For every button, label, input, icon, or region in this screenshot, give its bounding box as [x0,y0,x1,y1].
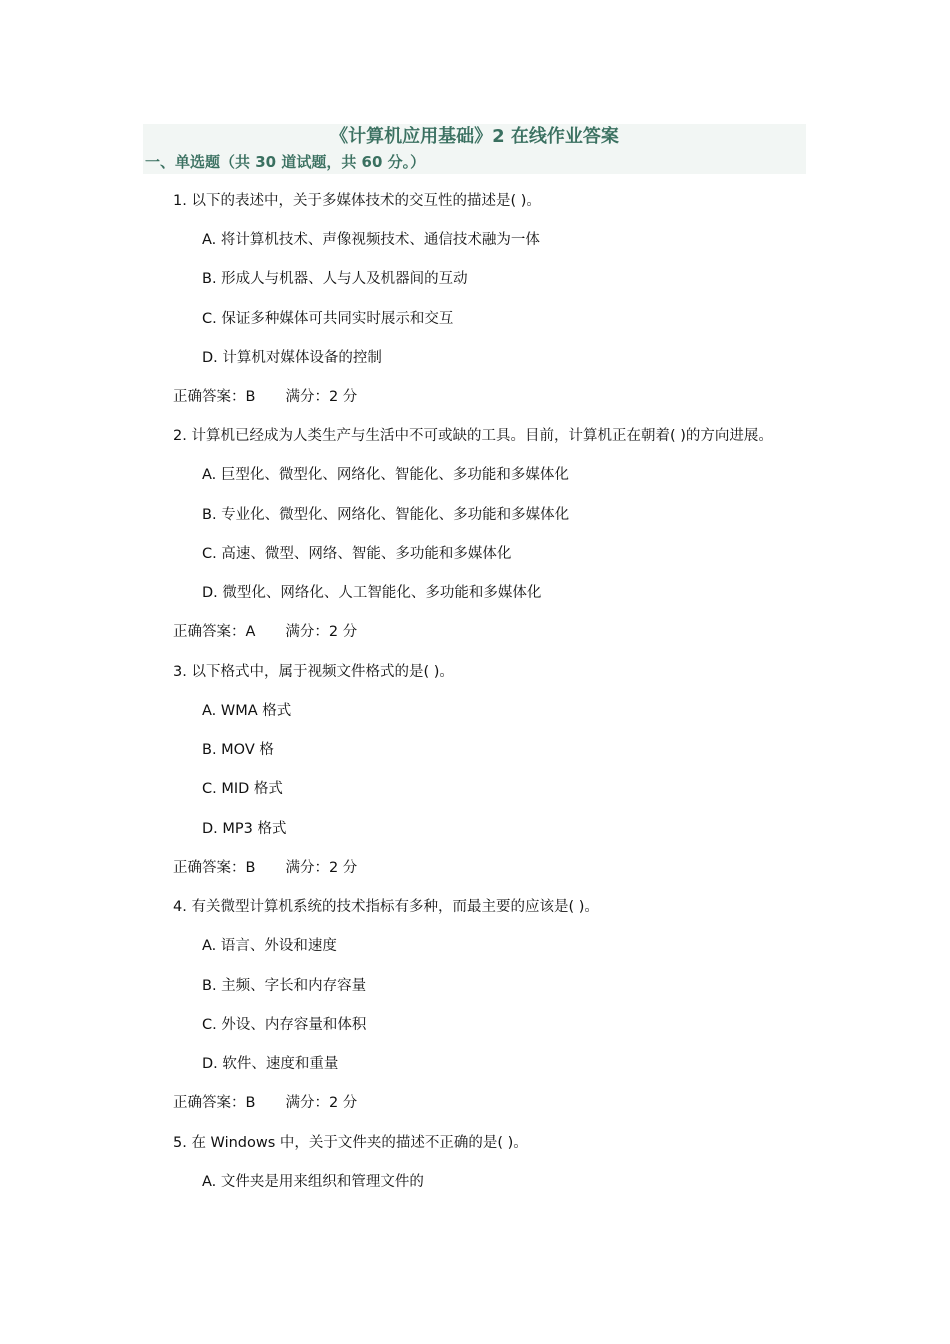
question-4-answer-line [173,1093,357,1113]
question-4-option-d: D. 软件、速度和重量 [202,1056,339,1072]
question-5-option-a: A. 文件夹是用来组织和管理文件的 [202,1174,424,1190]
question-4-option-c: C. 外设、内存容量和体积 [202,1017,367,1033]
question-3-option-d: D. MP3 格式 [202,821,287,837]
question-3-text: 3. 以下格式中，属于视频文件格式的是( )。 [173,664,454,680]
question-1-option-b: B. 形成人与机器、人与人及机器间的互动 [202,271,468,287]
document-title: 《计算机应用基础》2 在线作业答案 [330,126,619,147]
question-2-option-b: B. 专业化、微型化、网络化、智能化、多功能和多媒体化 [202,507,570,523]
question-4-text: 4. 有关微型计算机系统的技术指标有多种，而最主要的应该是( )。 [173,899,599,915]
question-2-option-c: C. 高速、微型、网络、智能、多功能和多媒体化 [202,546,512,562]
correct-answer: 正确答案：B [173,389,256,405]
question-3-option-b: B. MOV 格 [202,742,274,758]
question-2-option-d: D. 微型化、网络化、人工智能化、多功能和多媒体化 [202,585,542,601]
question-1-option-d: D. 计算机对媒体设备的控制 [202,350,382,366]
full-score: 满分：2 分 [285,624,358,640]
section-title: 一、单选题（共 30 道试题，共 60 分。） [145,153,426,171]
question-1-text: 1. 以下的表述中，关于多媒体技术的交互性的描述是( )。 [173,193,541,209]
question-4-option-a: A. 语言、外设和速度 [202,938,337,954]
question-5-text: 5. 在 Windows 中，关于文件夹的描述不正确的是( )。 [173,1135,528,1151]
question-4-option-b: B. 主频、字长和内存容量 [202,978,367,994]
full-score: 满分：2 分 [285,389,358,405]
question-2-text: 2. 计算机已经成为人类生产与生活中不可或缺的工具。目前，计算机正在朝着( )的方向进展。 [173,428,773,444]
question-2-option-a: A. 巨型化、微型化、网络化、智能化、多功能和多媒体化 [202,467,569,483]
question-3-answer-line [173,858,357,878]
question-1-option-a: A. 将计算机技术、声像视频技术、通信技术融为一体 [202,232,540,248]
correct-answer: 正确答案：A [173,624,256,640]
full-score: 满分：2 分 [285,860,358,876]
correct-answer: 正确答案：B [173,1095,256,1111]
full-score: 满分：2 分 [285,1095,358,1111]
question-2-answer-line [173,622,357,642]
question-3-option-c: C. MID 格式 [202,781,283,797]
question-1-answer-line [173,387,357,407]
correct-answer: 正确答案：B [173,860,256,876]
question-1-option-c: C. 保证多种媒体可共同实时展示和交互 [202,311,454,327]
question-3-option-a: A. WMA 格式 [202,703,292,719]
